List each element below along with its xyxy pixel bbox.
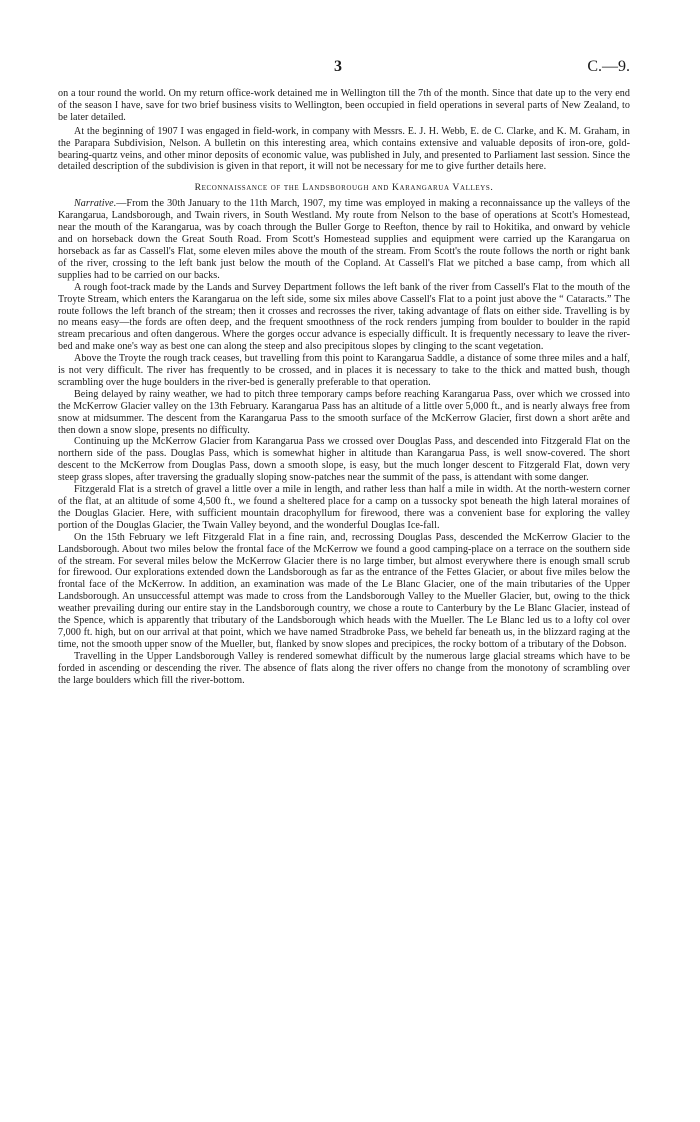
- body-paragraph-4: Continuing up the McKerrow Glacier from Karangarua Pass we crossed over Douglas Pass, and descended into Fitzgerald Flat on the northern side of the pass. Douglas Pass, which is somewhat higher in altitude than Karangarua Pass, is well snow-covered. The short descent to the McKerrow from Douglas Pass, down a smooth slope, is easy, but the much longer descent to Fitzgerald Flat, down very steep grass slopes, after traversing the gradually sloping snow-patches near the summit of the pass, is attendant with some danger.: [58, 436, 630, 484]
- page-number: 3: [334, 58, 342, 75]
- body-paragraph-6: On the 15th February we left Fitzgerald Flat in a fine rain, and, recrossing Douglas Pass, descended the McKerrow Glacier to the Landsborough. About two miles below the frontal face of the McKerrow we found a good camping-place on a terrace on the southern side of the stream. For several miles below the McKerrow Glacier there is no large timber, but almost everywhere there is enough small scrub for firewood. Our explorations extended down the Landsborough as far as the entrance of the Fettes Glacier, or about five miles below the frontal face of the McKerrow. In addition, an examination was made of the Le Blanc Glacier, one of the main tributaries of the Upper Landsborough. An unsuccessful attempt was made to cross from the Landsborough Valley to the Mueller Glacier, but, owing to the thick weather prevailing during our entire stay in the Landsborough country, we chose a route to Canterbury by the Le Blanc Glacier, instead of the Spence, which is apparently that tributary of the Landsborough which heads with the Mueller. The Le Blanc led us to a lofty col over 7,000 ft. high, but on our arrival at that point, which we have named Stradbroke Pass, we beheld far beneath us, in the blizzard raging at the time, not the smooth upper snow of the Mueller, but, flanked by snow slopes and precipices, the rocky bottom of a tributary of the Dobson.: [58, 531, 630, 650]
- intro-paragraph-1: on a tour round the world. On my return office-work detained me in Wellington till the 7th of the month. Since that date up to the very end of the season I have, save for two brief business visits to Wellington, been occupied in field operations in several parts of New Zealand, to be later detailed.: [58, 88, 630, 123]
- document-page: [58, 58, 630, 687]
- narrative-text: —From the 30th January to the 11th March, 1907, my time was employed in making a reconnaissance up the valleys of the Karangarua, Landsborough, and Twain rivers, in South Westland. My route from Nelson to the base of operations at Scott's Homestead, near the mouth of the Karangarua, was by coach through the Buller Gorge to Reefton, thence by rail to Hokitika, and onward by vehicle and on horseback down the Great South Road. From Scott's Homestead supplies and equipment were carried up the Karangarua on horseback as far as Cassell's Flat, some eleven miles above the mouth of the stream. From Scott's the route follows the north or right bank of the river, crossing to the left bank just below the mouth of the Copland. At Cassell's Flat we pitched a base camp, from which all supplies had to be carried on our backs.: [58, 198, 630, 281]
- body-paragraph-2: Above the Troyte the rough track ceases, but travelling from this point to Karangarua Saddle, a distance of some three miles and a half, is not very difficult. The river has frequently to be crossed, and in places it is necessary to take to the thick and matted bush, though scrambling over the huge boulders in the river-bed is generally preferable to that operation.: [58, 353, 630, 388]
- page-header: [58, 58, 630, 88]
- section-heading: Reconnaissance of the Landsborough and Karangarua Valleys.: [194, 182, 494, 194]
- body-paragraph-7: Travelling in the Upper Landsborough Valley is rendered somewhat difficult by the numerous large glacial streams which have to be forded in ascending or descending the river. The absence of flats along the river offers no change from the monotony of scrambling over the large boulders which fill the river-bottom.: [58, 650, 630, 686]
- intro-paragraph-2: At the beginning of 1907 I was engaged in field-work, in company with Messrs. E. J. H. Webb, E. de C. Clarke, and K. M. Graham, in the Parapara Subdivision, Nelson. A bulletin on this interesting area, which contains extensive and valuable deposits of iron-ore, gold-bearing-quartz veins, and other minor deposits of economic value, was published in July, and presented to Parliament last session. Since the detailed description of the subdivision is given in that report, it will not be necessary for me to give further details here.: [58, 125, 630, 173]
- body-paragraph-5: Fitzgerald Flat is a stretch of gravel a little over a mile in length, and rather less than half a mile in width. At the north-western corner of the flat, at an altitude of some 4,500 ft., we found a sheltered place for a camp on a tussocky spot beneath the high lateral moraines of the Douglas Glacier. Here, with sufficient mountain dracophyllum for firewood, there was a convenient base for exploring the valley portion of the Douglas Glacier, the Twain Valley beyond, and the wonderful Douglas Ice-fall.: [58, 484, 630, 531]
- narrative-paragraph: [58, 198, 630, 281]
- narrative-label: Narrative.: [74, 198, 117, 210]
- body-paragraph-3: Being delayed by rainy weather, we had to pitch three temporary camps before reaching Karangarua Pass, over which we crossed into the McKerrow Glacier valley on the 13th February. Karangarua Pass has an altitude of a little over 5,000 ft., and is nearly always free from snow at midsummer. The descent from the Karangarua Pass to the smooth surface of the McKerrow Glacier, first down a short arête and then down a snow slope, presents no difficulty.: [58, 388, 630, 436]
- document-reference: C.—9.: [587, 58, 630, 75]
- body-paragraph-1: A rough foot-track made by the Lands and Survey Department follows the left bank of the river from Cassell's Flat to the mouth of the Troyte Stream, which enters the Karangarua on the left side, some six miles above Cassell's Flat to a point just above the “ Cataracts.” The route follows the left branch of the stream; then it crosses and recrosses the river, taking advantage of flats on either side. Travelling is by no means easy—the fords are often deep, and the frequent smoothness of the rock renders jumping from boulder to boulder in the rapid stream precarious and often dangerous. Where the gorges occur advance is especially difficult. It is frequently necessary to leave the river-bed and make one's way as best one can along the steep and also precipitous slopes by clinging to the scant vegetation.: [58, 281, 630, 353]
